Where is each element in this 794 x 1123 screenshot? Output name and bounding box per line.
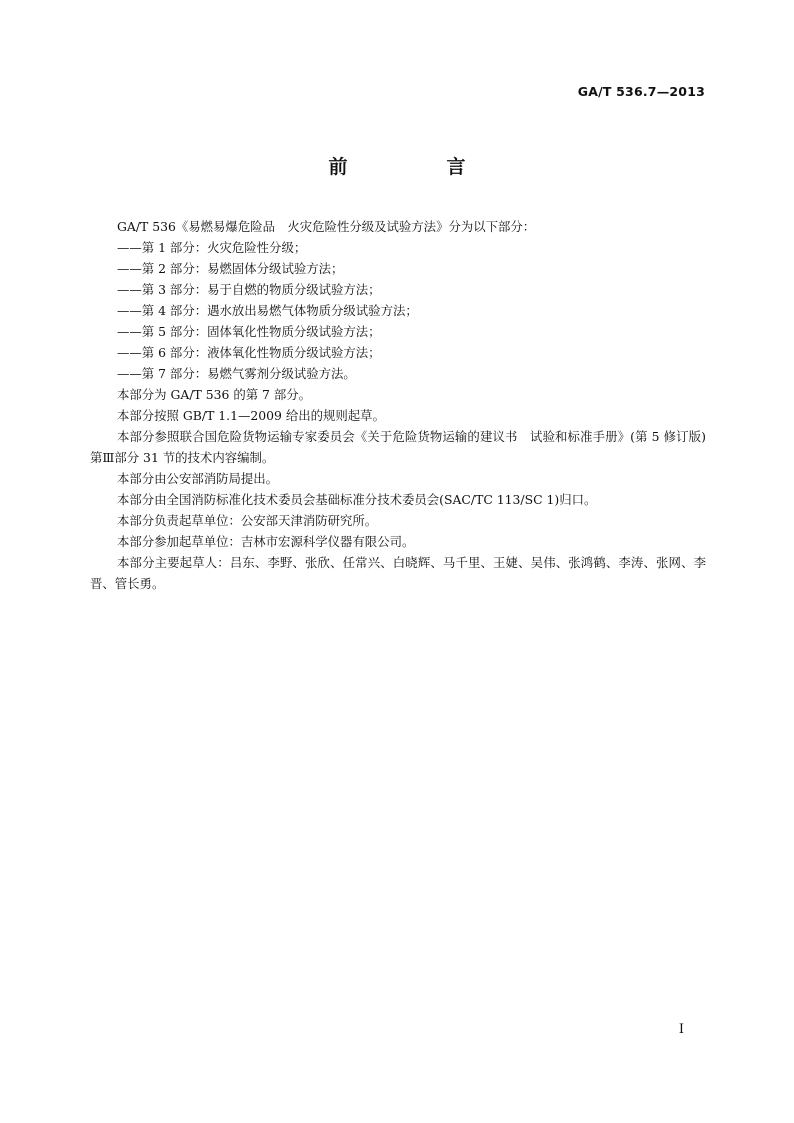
body-paragraph: 本部分为 GA/T 536 的第 7 部分。 (117, 387, 312, 402)
body-paragraph: 本部分按照 GB/T 1.1—2009 给出的规则起草。 (117, 408, 385, 423)
part-list-item: ——第 5 部分：固体氧化性物质分级试验方法； (117, 324, 381, 339)
foreword-body (90, 216, 706, 594)
part-list-item: ——第 2 部分：易燃固体分级试验方法； (117, 261, 344, 276)
body-paragraph: 本部分主要起草人：吕东、李野、张欣、任常兴、白晓辉、马千里、王婕、吴伟、张鸿鹤、李涛、张网、李晋、管长勇。 (90, 555, 706, 591)
page-title: 前 言 (328, 156, 506, 178)
intro-paragraph: GA/T 536《易燃易爆危险品 火灾危险性分级及试验方法》分为以下部分： (117, 219, 536, 234)
body-paragraph: 本部分由公安部消防局提出。 (117, 471, 279, 486)
part-list-item: ——第 7 部分：易燃气雾剂分级试验方法。 (117, 366, 356, 381)
page-number: I (678, 1022, 684, 1037)
part-list-item: ——第 3 部分：易于自燃的物质分级试验方法； (117, 282, 381, 297)
body-paragraph: 本部分参加起草单位：吉林市宏源科学仪器有限公司。 (117, 534, 415, 549)
body-paragraph: 本部分参照联合国危险货物运输专家委员会《关于危险货物运输的建议书 试验和标准手册》(第 5 修订版)第Ⅲ部分 31 节的技术内容编制。 (90, 429, 706, 465)
part-list-item: ——第 1 部分：火灾危险性分级； (117, 240, 307, 255)
document-number: GA/T 536.7—2013 (577, 84, 705, 99)
body-paragraph: 本部分负责起草单位：公安部天津消防研究所。 (117, 513, 378, 528)
part-list-item: ——第 4 部分：遇水放出易燃气体物质分级试验方法； (117, 303, 418, 318)
body-paragraph: 本部分由全国消防标准化技术委员会基础标准分技术委员会(SAC/TC 113/SC 1)归口。 (117, 492, 597, 507)
part-list-item: ——第 6 部分：液体氧化性物质分级试验方法； (117, 345, 381, 360)
